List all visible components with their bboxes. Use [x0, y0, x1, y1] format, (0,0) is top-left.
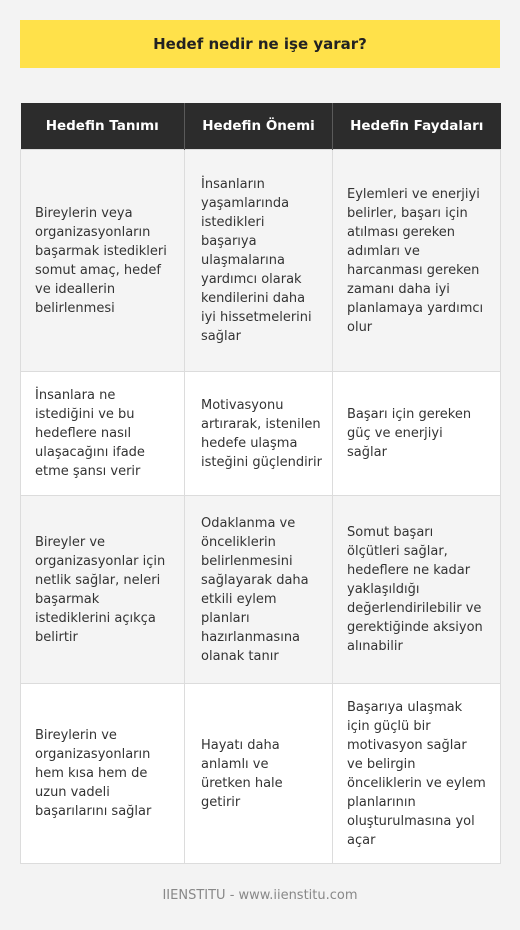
table-cell: Odaklanma ve önceliklerin belirlenmesini sağlayarak daha etkili eylem planları hazırlanmasına olanak tanır [185, 496, 333, 684]
table-row [21, 496, 501, 684]
table-cell: İnsanlara ne istediğini ve bu hedeflere nasıl ulaşacağını ifade etme şansı verir [21, 372, 185, 496]
table-cell: Eylemleri ve enerjiyi belirler, başarı için atılması gereken adımları ve harcanması gereken zamanı daha iyi planlamaya yardımcı olur [333, 150, 501, 372]
footer-credit: IIENSTITU - www.iienstitu.com [162, 888, 358, 903]
table-cell: Motivasyonu artırarak, istenilen hedefe ulaşma isteğini güçlendirir [185, 372, 333, 496]
page-title: Hedef nedir ne işe yarar? [153, 35, 367, 53]
table-header-row [21, 103, 501, 150]
table-cell: Somut başarı ölçütleri sağlar, hedeflere ne kadar yaklaşıldığı değerlendirilebilir ve gerektiğinde aksiyon alınabilir [333, 496, 501, 684]
table-cell: Bireylerin ve organizasyonların hem kısa hem de uzun vadeli başarılarını sağlar [21, 684, 185, 864]
table-row [21, 372, 501, 496]
column-header-definition: Hedefin Tanımı [21, 103, 185, 150]
table-cell: Başarıya ulaşmak için güçlü bir motivasyon sağlar ve belirgin önceliklerin ve eylem planlarının oluşturulmasına yol açar [333, 684, 501, 864]
table-cell: Hayatı daha anlamlı ve üretken hale getirir [185, 684, 333, 864]
table-row [21, 150, 501, 372]
column-header-benefits: Hedefin Faydaları [333, 103, 501, 150]
column-header-importance: Hedefin Önemi [185, 103, 333, 150]
title-banner [20, 20, 500, 68]
table-row [21, 684, 501, 864]
table-cell: Bireyler ve organizasyonlar için netlik sağlar, neleri başarmak istediklerini açıkça belirtir [21, 496, 185, 684]
table-cell: İnsanların yaşamlarında istedikleri başarıya ulaşmalarına yardımcı olarak kendilerini daha iyi hissetmelerini sağlar [185, 150, 333, 372]
table-cell: Bireylerin veya organizasyonların başarmak istedikleri somut amaç, hedef ve ideallerin belirlenmesi [21, 150, 185, 372]
table-cell: Başarı için gereken güç ve enerjiyi sağlar [333, 372, 501, 496]
comparison-table [20, 103, 501, 864]
